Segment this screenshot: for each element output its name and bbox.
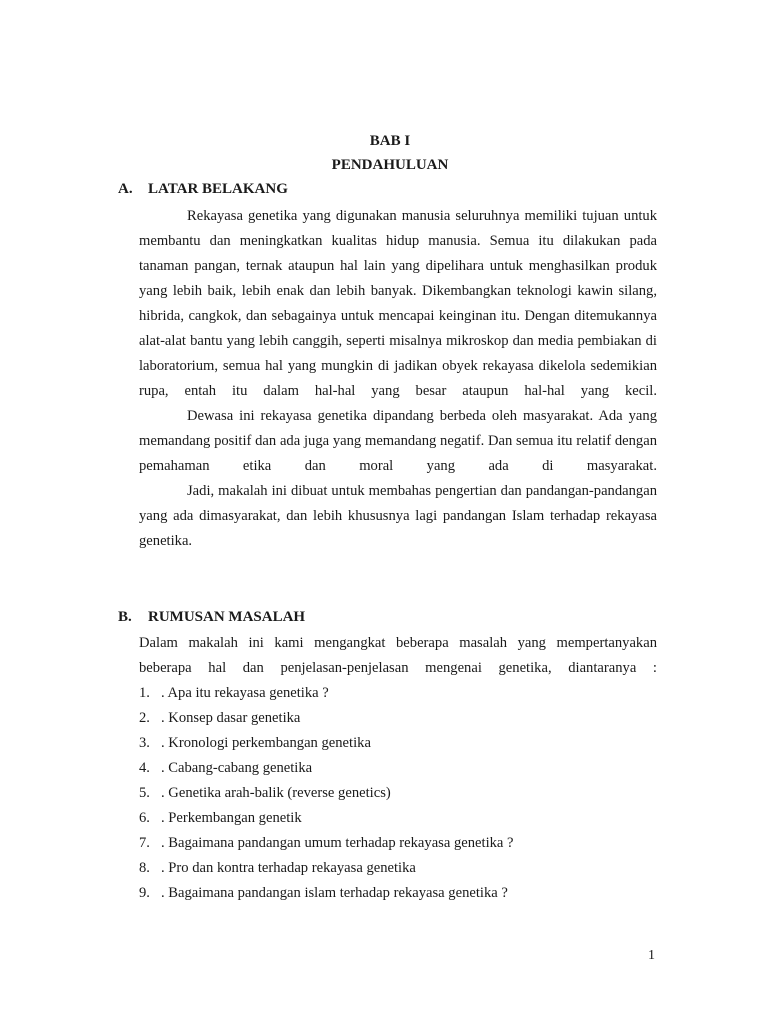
chapter-title: PENDAHULUAN [331, 157, 449, 173]
paragraph: Dewasa ini rekayasa genetika dipandang berbeda oleh masyarakat. Ada yang memandang positif dan ada juga yang memandang negatif. Dan semua itu relatif dengan pemahaman etika dan moral yang ada di masyarakat. [139, 408, 657, 474]
list-item [139, 831, 657, 856]
section-b-letter: B. [118, 609, 132, 625]
section-a-body [139, 204, 657, 554]
section-a-title: LATAR BELAKANG [148, 181, 288, 197]
list-item-text: . Apa itu rekayasa genetika ? [161, 685, 329, 701]
paragraph: Jadi, makalah ini dibuat untuk membahas pengertian dan pandangan-pandangan yang ada dimasyarakat, dan lebih khususnya lagi pandangan Islam terhadap rekayasa genetika. [139, 483, 657, 549]
section-b-heading [118, 609, 305, 626]
list-item-text: . Bagaimana pandangan islam terhadap rekayasa genetika ? [161, 885, 508, 901]
list-item-text: . Cabang-cabang genetika [161, 760, 313, 776]
list-item-number: 9. [139, 885, 150, 901]
list-item-number: 1. [139, 685, 150, 701]
list-item-number: 7. [139, 835, 150, 851]
list-item-text: . Konsep dasar genetika [161, 710, 301, 726]
list-item-number: 6. [139, 810, 150, 826]
list-item [139, 806, 657, 831]
list-item [139, 856, 657, 881]
list-item-text: . Pro dan kontra terhadap rekayasa genetika [161, 860, 416, 876]
section-a-letter: A. [118, 181, 133, 197]
list-item-number: 5. [139, 785, 150, 801]
list-item-number: 3. [139, 735, 150, 751]
list-item-text: . Bagaimana pandangan umum terhadap rekayasa genetika ? [161, 835, 514, 851]
section-b-body [139, 631, 657, 906]
list-item-text: . Perkembangan genetik [161, 810, 302, 826]
list-item-number: 4. [139, 760, 150, 776]
list-item-text: . Genetika arah-balik (reverse genetics) [161, 785, 391, 801]
list-item-text: . Kronologi perkembangan genetika [161, 735, 371, 751]
list-item [139, 731, 657, 756]
list-item [139, 681, 657, 706]
paragraph: Dalam makalah ini kami mengangkat beberapa masalah yang mempertanyakan beberapa hal dan penjelasan-penjelasan mengenai genetika, diantaranya : [139, 635, 657, 676]
paragraph: Rekayasa genetika yang digunakan manusia seluruhnya memiliki tujuan untuk membantu dan meningkatkan kualitas hidup manusia. Semua itu dilakukan pada tanaman pangan, ternak ataupun hal lain yang dipelihara untuk menghasilkan produk yang lebih baik, lebih enak dan lebih banyak. Dikembangkan teknologi kawin silang, hibrida, cangkok, dan sebagainya untuk mencapai keinginan itu. Dengan ditemukannya alat-alat bantu yang lebih canggih, seperti misalnya mikroskop dan media pembiakan di laboratorium, semua hal yang mungkin di jadikan obyek rekayasa dikelola sedemikian rupa, entah itu dalam hal-hal yang besar ataupun hal-hal yang kecil. [139, 208, 658, 399]
problem-list [139, 681, 657, 906]
chapter-number: BAB I [369, 133, 411, 149]
list-item [139, 781, 657, 806]
list-item [139, 706, 657, 731]
list-item [139, 756, 657, 781]
list-item [139, 881, 657, 906]
section-b-title: RUMUSAN MASALAH [148, 609, 306, 625]
list-item-number: 2. [139, 710, 150, 726]
section-a-heading [118, 181, 288, 198]
list-item-number: 8. [139, 860, 150, 876]
page-number: 1 [648, 948, 655, 963]
